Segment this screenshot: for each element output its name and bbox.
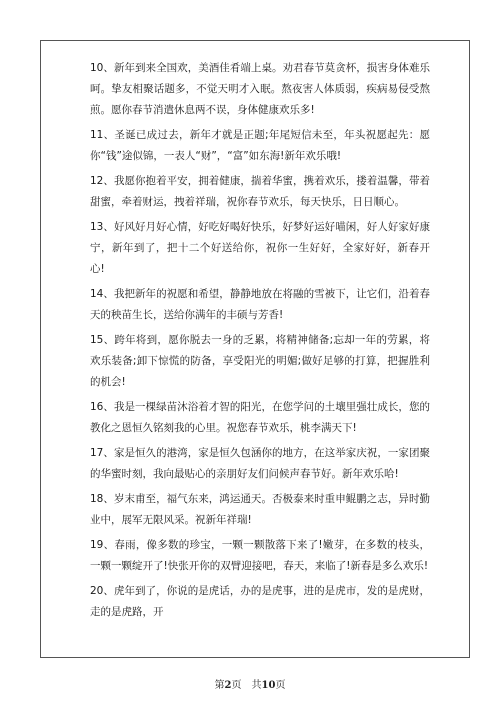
paragraph-15 bbox=[90, 330, 430, 393]
paragraph-14 bbox=[90, 284, 430, 326]
paragraph-20 bbox=[90, 581, 430, 623]
paragraph-12 bbox=[90, 171, 430, 213]
paragraph-number: 12、 bbox=[90, 175, 114, 187]
total-page-count: 10 bbox=[261, 680, 276, 691]
paragraph-10 bbox=[90, 58, 430, 121]
paragraph-text: 我是一棵绿苗沐浴着才智的阳光，在您学问的土壤里强壮成长，您的教化之恩恒久铭刻我的心里。祝您春节欢乐，桃李满天下! bbox=[90, 401, 430, 434]
paragraph-19 bbox=[90, 535, 430, 577]
paragraph-number: 13、 bbox=[90, 221, 114, 233]
paragraph-number: 11、 bbox=[90, 129, 115, 141]
paragraph-text: 岁末甫至，福气东来，鸿运通天。否极泰来时重申鲲鹏之志，异时勤业中，展军无限风采。祝新年祥瑞! bbox=[90, 493, 430, 526]
paragraph-text: 我愿你抱着平安，拥着健康，揣着华蜜，携着欢乐，搂着温馨，带着甜蜜，牵着财运，拽着祥瑞，祝你春节欢乐，每天快乐，日日顺心。 bbox=[90, 175, 430, 208]
paragraph-18 bbox=[90, 489, 430, 531]
paragraph-number: 10、 bbox=[90, 62, 114, 74]
footer-prefix: 第 bbox=[214, 680, 225, 691]
paragraph-number: 18、 bbox=[90, 493, 114, 505]
paragraph-text: 好风好月好心情，好吃好喝好快乐，好梦好运好喵闲，好人好家好康宁，新年到了，把十二个好送给你，祝你一生好好，全家好好，新春开心! bbox=[90, 221, 430, 275]
paragraph-number: 17、 bbox=[90, 447, 114, 459]
paragraph-number: 20、 bbox=[90, 585, 114, 597]
paragraph-number: 15、 bbox=[90, 334, 115, 346]
paragraph-13 bbox=[90, 217, 430, 280]
paragraph-17 bbox=[90, 443, 430, 485]
paragraph-text: 春雨，像多数的珍宝，一颗一颗散落下来了!嫩芽，在多数的枝头，一颗一颗绽开了!快张开你的双臂迎接吧，春天，来临了!新春是多么欢乐! bbox=[90, 539, 430, 572]
paragraph-text: 跨年将到，愿你脱去一身的乏累，将精神储备;忘却一年的劳累，将欢乐装备;卸下惊慌的防备，享受阳光的明媚;做好足够的打算，把握胜利的机会! bbox=[90, 334, 430, 388]
paragraph-text: 圣诞已成过去，新年才就是正题;年尾短信未至，年头祝愿起先：愿你“钱”途似锦，一表人“财”，“富”如东海!新年欢乐哦! bbox=[90, 129, 430, 162]
page-footer bbox=[0, 676, 500, 691]
paragraph-number: 14、 bbox=[90, 288, 114, 300]
paragraph-number: 16、 bbox=[90, 401, 114, 413]
current-page-number: 2 bbox=[224, 680, 232, 691]
footer-suffix: 页 bbox=[275, 680, 286, 691]
paragraph-number: 19、 bbox=[90, 539, 115, 551]
footer-middle: 页 共 bbox=[231, 680, 262, 691]
paragraph-text: 我把新年的祝愿和希望，静静地放在将融的雪被下，让它们，沿着春天的秧苗生长，送给你满年的丰硕与芳香! bbox=[90, 288, 430, 321]
paragraph-text: 新年到来全国欢，美酒佳肴端上桌。劝君春节莫贪杯，损害身体难乐呵。挚友相聚话题多，不觉天明才入眠。熬夜害人体质弱，疾病易侵受熬煎。愿你春节消遣休息两不误，身体健康欢乐多! bbox=[90, 62, 430, 116]
paragraph-16 bbox=[90, 397, 430, 439]
paragraph-11 bbox=[90, 125, 430, 167]
document-body bbox=[90, 58, 430, 627]
paragraph-text: 虎年到了，你说的是虎话，办的是虎事，进的是虎市，发的是虎财，走的是虎路，开 bbox=[90, 585, 430, 618]
paragraph-text: 家是恒久的港湾，家是恒久包涵你的地方，在这举家庆祝，一家团聚的华蜜时刻，我向最贴心的亲朋好友们问候声春节好。新年欢乐哈! bbox=[90, 447, 430, 480]
